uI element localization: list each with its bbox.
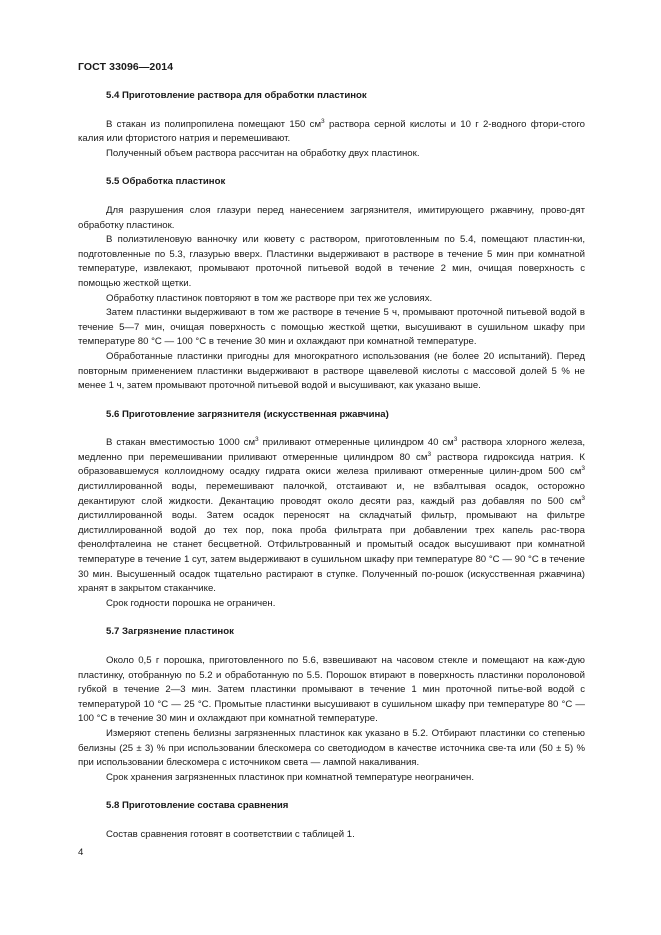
paragraph: [78, 350, 585, 394]
superscript: 3: [581, 465, 585, 473]
text-run: раствора серной кислоты и 10 г 2-водного фтори-стого калия или фтористого натрия и перемешивают.: [78, 118, 585, 145]
text-run: В стакан из полипропилена помещают 150 см: [106, 118, 322, 130]
text-run: В полиэтиленовую ванночку или кювету с раствором, приготовленным по 5.4, помещают пластин-ки, подготовленные по 5.3, глазурью вверх. Пластинки выдерживают в растворе в течение 5 мин при комнатной температуре, извлекают, промывают проточной питьевой водой в течение 2 мин, очищая поверхность с помощью жесткой щетки.: [78, 234, 585, 289]
text-run: Срок хранения загрязненных пластинок при комнатной температуре неограничен.: [106, 771, 474, 783]
text-run: Полученный объем раствора рассчитан на обработку двух пластинок.: [106, 147, 420, 159]
superscript: 3: [581, 494, 585, 502]
superscript: 3: [427, 450, 432, 458]
text-run: раствора хлорного железа, медленно при перемешивании приливают отмеренные цилиндром 80 см: [78, 437, 585, 463]
superscript: 3: [255, 436, 259, 444]
section-heading: 5.7 Загрязнение пластинок: [106, 626, 234, 638]
paragraph: [78, 597, 585, 612]
paragraph: [78, 771, 585, 786]
section-heading: 5.8 Приготовление состава сравнения: [106, 800, 289, 812]
paragraph: [78, 292, 585, 307]
text-run: приливают отмеренные цилиндром 40 см: [258, 437, 454, 449]
text-run: дистиллированной воды, перемешивают палочкой, отстаивают и, не взбалтывая осадок, осторожно декантируют слой жидкости. Декантацию проводят около десяти раз, каждый раз добавляя по 500 см: [78, 481, 585, 507]
superscript: 3: [453, 436, 458, 444]
text-run: Состав сравнения готовят в соответствии с таблицей 1.: [106, 828, 355, 840]
paragraph: [78, 306, 585, 350]
text-run: Обработанные пластинки пригодны для многократного использования (не более 20 испытаний). Перед повторным применением пластинки выдерживают в растворе щавелевой кислоты с массовой долей 5 % не менее 1 ч, затем промывают проточной питьевой водой и высушивают, как указано выше.: [78, 350, 585, 392]
page-number: 4: [78, 847, 84, 858]
paragraph: [78, 147, 585, 162]
paragraph: [78, 118, 585, 147]
text-run: Около 0,5 г порошка, приготовленного по 5.6, взвешивают на часовом стекле и помещают на каж-дую пластинку, отобранную по 5.2 и обработанную по 5.5. Порошок втирают в поверхность пластинки поролоновой губкой в течение 2—3 мин. Затем пластинки промывают в течение 1 мин проточной питье-вой водой с температурой 10 °С — 25 °С. Промытые пластинки высушивают в сушильном шкафу при температуре 80 °С — 100 °С в течение 30 мин и охлаждают при комнатной температуре.: [78, 655, 585, 725]
text-run: Для разрушения слоя глазури перед нанесением загрязнителя, имитирующего ржавчину, прово-дят обработку пластинок.: [78, 204, 585, 231]
section-heading: 5.6 Приготовление загрязнителя (искусственная ржавчина): [106, 408, 389, 420]
section-heading: 5.5 Обработка пластинок: [106, 176, 226, 188]
section-heading: 5.4 Приготовление раствора для обработки пластинок: [106, 90, 367, 101]
text-run: Измеряют степень белизны загрязненных пластинок как указано в 5.2. Отбирают пластинки со степенью белизны (25 ± 3) % при использовании блескомера со светодиодом в качестве источника све-та или (50 ± 5) % при использовании блескомера с источником света — лампой накаливания.: [78, 727, 585, 769]
paragraph: [78, 233, 585, 291]
paragraph: [78, 727, 585, 771]
standard-header: ГОСТ 33096—2014: [78, 61, 174, 73]
paragraph: [78, 204, 585, 233]
text-run: В стакан вместимостью 1000 см: [106, 437, 256, 449]
text-run: Обработку пластинок повторяют в том же растворе при тех же условиях.: [106, 292, 433, 304]
paragraph: [78, 828, 585, 843]
text-run: раствора гидроксида натрия. К образовавшемуся коллоидному осадку гидрата окиси железа приливают отмеренные цилин-дром 500 см: [78, 451, 585, 478]
text-run: Затем пластинки выдерживают в том же растворе в течение 5 ч, промывают проточной питьевой водой в течение 5—7 мин, очищая поверхность с помощью жесткой щетки, высушивают в сушильном шкафу при температуре 80 °С — 100 °С в течение 30 мин и охлаждают при комнатной температуре.: [78, 307, 585, 348]
text-run: дистиллированной воды. Затем осадок переносят на складчатый фильтр, промывают на фильтре дистиллированной водой до тех пор, пока проба фильтрата при добавлении трех капель рас-твора фенолфталеина не станет бесцветной. Отфильтрованный и промытый осадок высушивают при комнатной температуре в течение 1 сут, затем выдерживают в сушильном шкафу при температуре 80 °С — 90 °С в течение 30 мин. Высушенный осадок тщательно растирают в ступке. Полученный по-рошок (искусственная ржавчина) хранят в закрытом стаканчике.: [78, 510, 585, 595]
document-body: [78, 89, 585, 843]
text-run: Срок годности порошка не ограничен.: [106, 597, 276, 609]
paragraph: [78, 436, 585, 597]
superscript: 3: [321, 117, 325, 125]
paragraph: [78, 654, 585, 727]
